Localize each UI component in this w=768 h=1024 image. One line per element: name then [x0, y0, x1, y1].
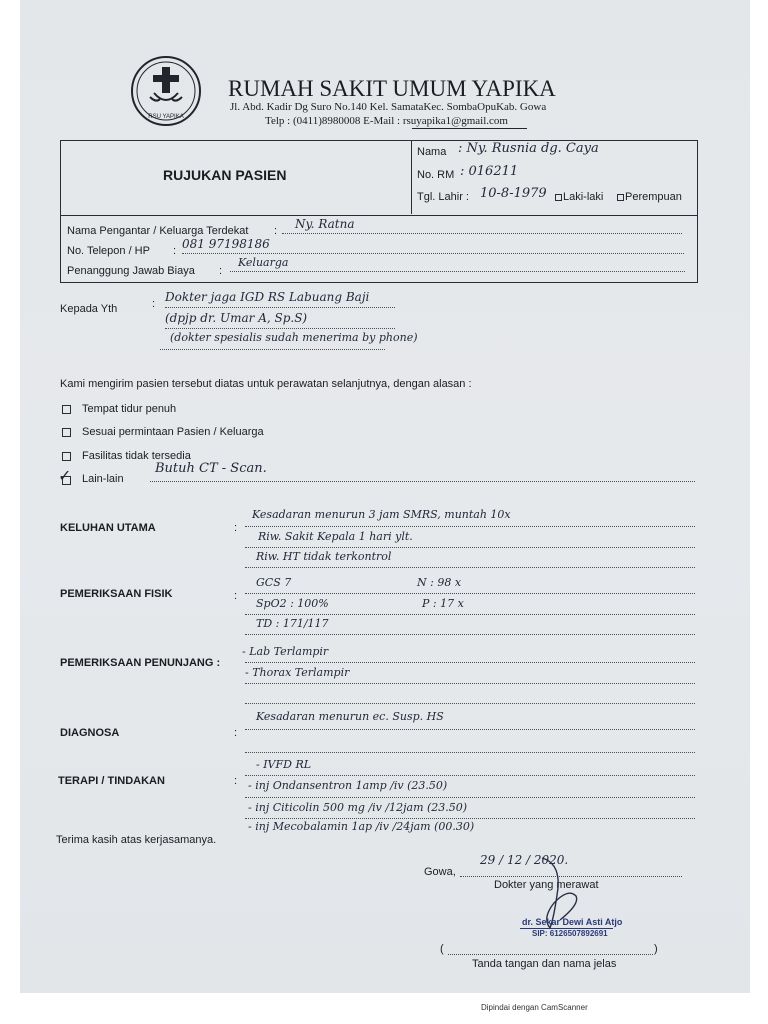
- female-checkbox[interactable]: [617, 194, 624, 201]
- terapi-line-4: - inj Mecobalamin 1ap /iv /24jam (00.30): [248, 820, 475, 833]
- reasons-intro: Kami mengirim pasien tersebut diatas untuk perawatan selanjutnya, dengan alasan :: [60, 378, 472, 390]
- terapi-line-2: - inj Ondansentron 1amp /iv (23.50): [248, 779, 448, 792]
- patient-rm-label: No. RM: [417, 169, 455, 181]
- reason-checkbox-1[interactable]: [62, 405, 71, 414]
- escort-payer-label: Penanggung Jawab Biaya: [67, 265, 195, 277]
- male-label: Laki-laki: [563, 191, 604, 203]
- sign-open-paren: (: [440, 943, 444, 955]
- escort-phone-colon: :: [173, 245, 177, 257]
- fisik-nadi: N : 98 x: [417, 576, 462, 589]
- place-label: Gowa,: [424, 866, 456, 878]
- patient-rm-value: : 016211: [460, 164, 519, 179]
- fisik-dots-3: [245, 634, 695, 635]
- sign-close-paren: ): [654, 943, 658, 955]
- form-title: RUJUKAN PASIEN: [163, 167, 287, 183]
- escort-payer-colon: :: [219, 265, 223, 277]
- escort-payer-line: [230, 271, 685, 272]
- fisik-td: TD : 171/117: [256, 617, 329, 630]
- fisik-dots-2: [245, 614, 695, 615]
- checkmark-icon: ✓: [58, 468, 72, 485]
- recipient-line-1: Dokter jaga IGD RS Labuang Baji: [165, 290, 370, 304]
- reason-label-2: Sesuai permintaan Pasien / Keluarga: [82, 426, 264, 438]
- escort-name-line: [282, 233, 682, 234]
- thanks-text: Terima kasih atas kerjasamanya.: [56, 834, 217, 846]
- fisik-dots-1: [245, 593, 695, 594]
- fisik-colon: :: [234, 590, 238, 602]
- recipient-line-2: (dpjp dr. Umar A, Sp.S): [165, 311, 308, 325]
- fisik-gcs: GCS 7: [256, 576, 292, 589]
- patient-dob-label: Tgl. Lahir :: [417, 191, 469, 203]
- escort-name-label: Nama Pengantar / Keluarga Terdekat: [67, 225, 249, 237]
- recipient-colon: :: [152, 298, 156, 310]
- diagnosa-line-1: Kesadaran menurun ec. Susp. HS: [256, 710, 444, 723]
- keluhan-line-3: Riw. HT tidak terkontrol: [256, 550, 392, 563]
- terapi-dots-2: [245, 797, 695, 798]
- penunjang-line-1: - Lab Terlampir: [242, 645, 329, 658]
- penunjang-dots-2: [245, 683, 695, 684]
- male-checkbox[interactable]: [555, 194, 562, 201]
- keluhan-dots-2: [245, 547, 695, 548]
- reason-checkbox-2[interactable]: [62, 428, 71, 437]
- fisik-spo2: SpO2 : 100%: [256, 597, 329, 610]
- escort-payer-value: Keluarga: [238, 256, 289, 269]
- stamp-underline: [520, 928, 613, 929]
- escort-name-value: Ny. Ratna: [295, 217, 355, 231]
- keluhan-colon: :: [234, 522, 238, 534]
- penunjang-label: PEMERIKSAAN PENUNJANG :: [60, 657, 221, 669]
- keluhan-dots-1: [245, 526, 695, 527]
- scanner-watermark: Dipindai dengan CamScanner: [481, 1003, 588, 1012]
- fisik-label: PEMERIKSAAN FISIK: [60, 588, 173, 600]
- escort-phone-label: No. Telepon / HP: [67, 245, 150, 257]
- recipient-label: Kepada Yth: [60, 303, 118, 315]
- recipient-line-3: (dokter spesialis sudah menerima by phone): [170, 331, 418, 344]
- patient-name-label: Nama: [417, 146, 447, 158]
- escort-name-colon: :: [274, 225, 278, 237]
- penunjang-dots-3: [245, 703, 695, 704]
- diagnosa-dots-1: [245, 729, 695, 730]
- keluhan-line-2: Riw. Sakit Kepala 1 hari ylt.: [258, 530, 413, 543]
- recipient-dots-1: [165, 307, 395, 308]
- escort-phone-line: [182, 253, 684, 254]
- keluhan-dots-3: [245, 567, 695, 568]
- recipient-dots-2: [165, 328, 395, 329]
- paper-sheet: [20, 0, 750, 993]
- hospital-address: Jl. Abd. Kadir Dg Suro No.140 Kel. SamataKec. SombaOpuKab. Gowa: [230, 101, 547, 113]
- reason-label-4: Lain-lain: [82, 473, 124, 485]
- header-divider: [411, 140, 412, 214]
- sign-line: [448, 954, 653, 955]
- fisik-resp: P : 17 x: [422, 597, 464, 610]
- female-label: Perempuan: [625, 191, 682, 203]
- reason-checkbox-3[interactable]: [62, 452, 71, 461]
- terapi-colon: :: [234, 775, 238, 787]
- terapi-label: TERAPI / TINDAKAN: [58, 775, 165, 787]
- hospital-logo: [130, 55, 202, 127]
- reason-label-3: Fasilitas tidak tersedia: [82, 450, 191, 462]
- sign-caption: Tanda tangan dan nama jelas: [472, 958, 617, 970]
- stamp-name: dr. Sekar Dewi Asti Atjo: [522, 917, 623, 927]
- terapi-line-3: - inj Citicolin 500 mg /iv /12jam (23.50): [248, 801, 468, 814]
- diagnosa-dots-2: [245, 752, 695, 753]
- escort-phone-value: 081 97198186: [182, 237, 270, 251]
- keluhan-line-1: Kesadaran menurun 3 jam SMRS, muntah 10x: [252, 508, 511, 521]
- terapi-dots-3: [245, 818, 695, 819]
- penunjang-line-2: - Thorax Terlampir: [245, 666, 350, 679]
- terapi-dots-1: [245, 775, 695, 776]
- hospital-contact: Telp : (0411)8980008 E-Mail : rsuyapika1@gmail.com: [265, 115, 508, 127]
- terapi-line-1: - IVFD RL: [256, 758, 312, 771]
- patient-dob-value: 10-8-1979: [480, 186, 547, 201]
- doctor-label: Dokter yang merawat: [494, 879, 599, 891]
- reason-other-value: Butuh CT - Scan.: [155, 461, 267, 476]
- diagnosa-label: DIAGNOSA: [60, 727, 120, 739]
- hospital-name: RUMAH SAKIT UMUM YAPIKA: [228, 76, 556, 101]
- patient-header-box: [60, 140, 698, 216]
- patient-name-value: : Ny. Rusnia dg. Caya: [458, 141, 599, 156]
- keluhan-label: KELUHAN UTAMA: [60, 522, 156, 534]
- reason-other-line: [150, 481, 695, 482]
- diagnosa-colon: :: [234, 727, 238, 739]
- penunjang-dots-1: [245, 662, 695, 663]
- recipient-dots-3: [160, 349, 385, 350]
- logo-text: RSU YAPIKA: [148, 114, 184, 120]
- email-underline: [412, 128, 527, 129]
- letter-date: 29 / 12 / 2020.: [480, 853, 569, 867]
- stamp-sip: SIP: 6126507892691: [532, 929, 608, 938]
- reason-label-1: Tempat tidur penuh: [82, 403, 177, 415]
